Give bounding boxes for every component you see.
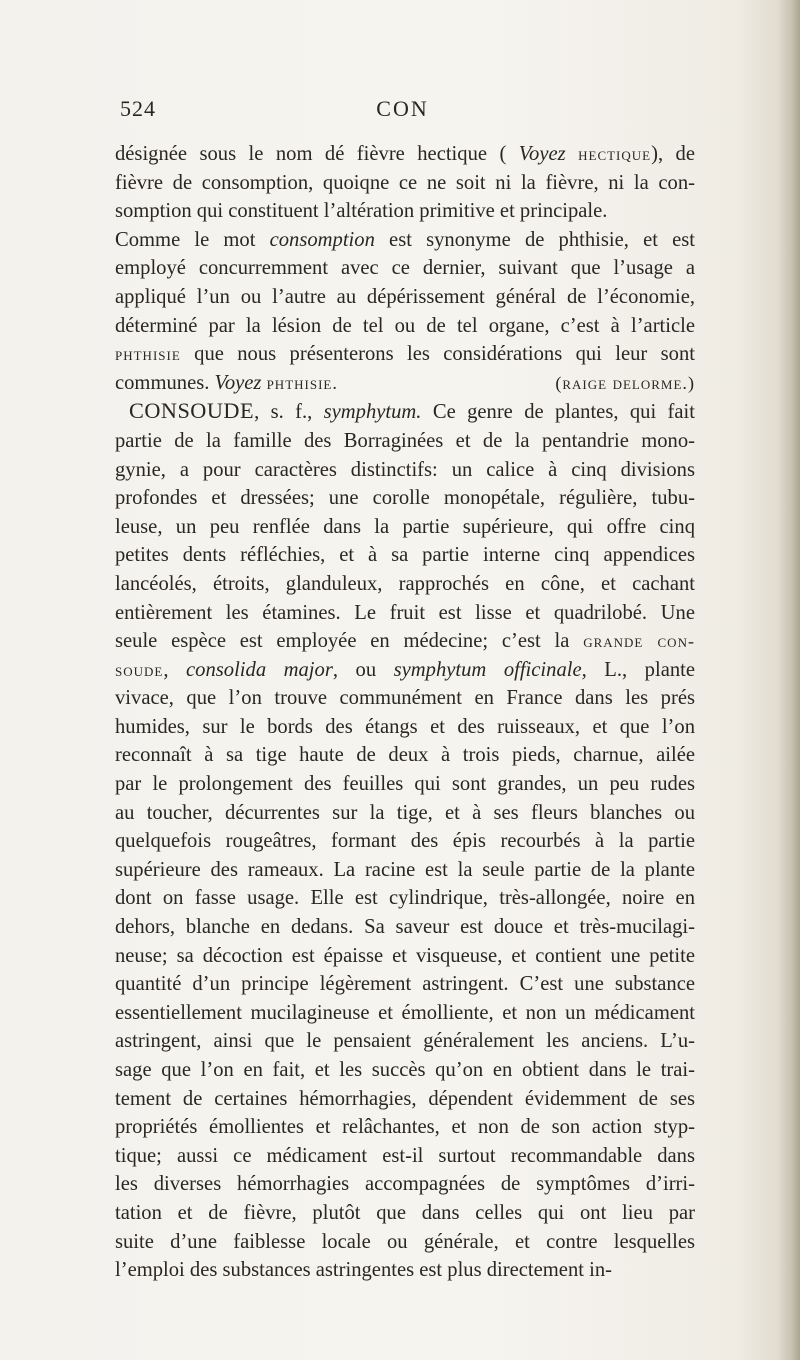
page-number: 524: [120, 96, 156, 121]
page-header: [115, 96, 690, 126]
text-line: [115, 713, 695, 742]
text-line: [115, 599, 695, 628]
text-run: propriétés émollientes et relâchantes, et non de son action styp-: [115, 1116, 695, 1139]
text-run: ,: [163, 658, 187, 681]
text-run: fièvre de consomption, quoiqne ce ne soit ni la fièvre, ni la con-: [115, 171, 695, 194]
text-run: désignée sous le nom dé fièvre hectique (: [115, 143, 519, 165]
italic-run: consomption: [269, 228, 375, 251]
text-run: que nous présenterons les considérations qui leur sont: [180, 343, 695, 366]
small-caps-run: soude: [115, 659, 164, 680]
text-line: [115, 942, 695, 971]
text-run: suite d’une faiblesse locale ou générale, et contre lesquelles: [115, 1230, 695, 1253]
text-line: [115, 484, 695, 513]
text-run: quantité d’un principe légèrement astringent. C’est une substance: [115, 973, 695, 996]
small-caps-run: hectique: [578, 144, 652, 164]
text-run: leuse, un peu renflée dans la partie supérieure, qui offre cinq: [115, 515, 695, 538]
text-line: [115, 570, 695, 599]
text-run: somption qui constituent l’altération primitive et principale.: [115, 200, 608, 223]
small-caps-run: phthisie.: [266, 372, 338, 393]
text-line: [115, 541, 695, 570]
text-run: neuse; sa décoction est épaisse et visqueuse, et contient une petite: [115, 944, 695, 967]
text-line: [115, 340, 695, 369]
italic-run: Voyez: [518, 143, 566, 165]
text-run: quelquefois rougeâtres, formant des épis recourbés à la partie: [115, 830, 695, 853]
text-line: [115, 684, 695, 713]
text-line: [115, 1256, 695, 1285]
text-run: , ou: [332, 658, 394, 681]
body-text: [115, 140, 695, 1285]
text-run: entièrement les étamines. Le fruit est lisse et quadrilobé. Une: [115, 601, 695, 624]
italic-run: consolida major: [186, 658, 333, 681]
page-edge-shadow: [778, 0, 800, 1360]
text-line: [115, 1170, 695, 1199]
entry-headword: CONSOUDE: [129, 398, 255, 424]
text-line: [115, 513, 695, 542]
text-line: [115, 197, 695, 226]
text-run: seule espèce est employée en médecine; c’est la: [115, 630, 584, 653]
text-line: [115, 1056, 695, 1085]
text-run: est synonyme de phthisie, et est: [374, 228, 695, 251]
text-run: supérieure des rameaux. La racine est la seule partie de la plante: [115, 858, 695, 881]
text-line: [115, 369, 695, 398]
text-run: l’emploi des substances astringentes est plus directement in-: [115, 1259, 612, 1282]
text-run: sage que l’on en fait, et les succès qu’on en obtient dans le trai-: [115, 1059, 695, 1081]
text-run: dehors, blanche en dedans. Sa saveur est douce et très-mucilagi-: [115, 916, 695, 939]
text-line: [115, 656, 695, 685]
text-line: [115, 397, 695, 427]
text-line: [115, 999, 695, 1028]
text-line: [115, 1142, 695, 1171]
text-line: [115, 427, 695, 456]
text-line: [115, 856, 695, 885]
text-run: petites dents réfléchies, et à sa partie interne cinq appendices: [115, 544, 695, 567]
text-line: [115, 827, 695, 856]
text-line: [115, 226, 695, 255]
text-run: profondes et dressées; une corolle monopétale, régulière, tubu-: [115, 487, 695, 510]
italic-run: symphytum.: [323, 401, 422, 424]
text-run: lancéolés, étroits, glanduleux, rapprochés en cône, et cachant: [115, 572, 695, 595]
text-run: employé concurremment avec ce dernier, suivant que l’usage a: [115, 257, 695, 280]
text-line: [115, 140, 695, 169]
text-line: [115, 283, 695, 312]
text-run: dont on fasse usage. Elle est cylindrique, très-allongée, noire en: [115, 887, 695, 910]
text-line: [115, 169, 695, 198]
text-line: [115, 770, 695, 799]
text-line: [115, 1027, 695, 1056]
text-run: gynie, a pour caractères distinctifs: un calice à cinq divisions: [115, 458, 695, 481]
text-run: communes.: [115, 371, 215, 394]
text-run: reconnaît à sa tige haute de deux à trois pieds, charnue, ailée: [115, 744, 695, 767]
text-run: tation et de fièvre, plutôt que dans celles qui ont lieu par: [115, 1201, 695, 1224]
text-run: partie de la famille des Borraginées et de la pentandrie mono-: [115, 429, 695, 452]
text-line: [115, 456, 695, 485]
text-run: au toucher, décurrentes sur la tige, et à ses fleurs blanches ou: [115, 801, 695, 824]
text-line: [115, 970, 695, 999]
text-line: [115, 741, 695, 770]
text-line: [115, 1113, 695, 1142]
text-run: tement de certaines hémorrhagies, dépendent évidemment de ses: [115, 1087, 695, 1110]
small-caps-run: grande con-: [583, 631, 695, 652]
text-run: les diverses hémorrhagies accompagnées de symptômes d’irri-: [115, 1173, 695, 1196]
text-line: [115, 1199, 695, 1228]
text-run: ), de: [651, 143, 695, 165]
text-run: Ce genre de plantes, qui fait: [421, 401, 695, 424]
text-line: [115, 627, 695, 656]
running-head: CON: [376, 96, 429, 121]
text-run: , s. f.,: [254, 401, 324, 424]
text-run: déterminé par la lésion de tel ou de tel organe, c’est à l’article: [115, 314, 695, 337]
text-line: [115, 312, 695, 341]
text-run: appliqué l’un ou l’autre au dépérissement général de l’économie,: [115, 285, 695, 308]
text-run: astringent, ainsi que le pensaient généralement les anciens. L’u-: [115, 1030, 695, 1053]
text-run: essentiellement mucilagineuse et émolliente, et non un médicament: [115, 1001, 695, 1024]
text-run: tique; aussi ce médicament est-il surtout recommandable dans: [115, 1144, 695, 1167]
text-run: vivace, que l’on trouve communément en France dans les prés: [115, 687, 695, 710]
small-caps-run: phthisie: [115, 344, 181, 365]
text-line: [115, 799, 695, 828]
italic-run: Voyez: [214, 371, 262, 394]
text-run: Comme le mot: [115, 228, 270, 251]
text-line: [115, 1228, 695, 1257]
text-line: [115, 1085, 695, 1114]
text-run: [566, 143, 578, 165]
text-line: [115, 913, 695, 942]
text-line: [115, 884, 695, 913]
text-run: humides, sur le bords des étangs et des ruisseaux, et que l’on: [115, 715, 695, 738]
text-run: par le prolongement des feuilles qui sont grandes, un peu rudes: [115, 773, 695, 796]
author-signature: (raige delorme.): [555, 372, 695, 393]
text-run: L., plante: [586, 658, 695, 681]
italic-run: symphytum officinale,: [393, 658, 587, 681]
text-line: [115, 254, 695, 283]
